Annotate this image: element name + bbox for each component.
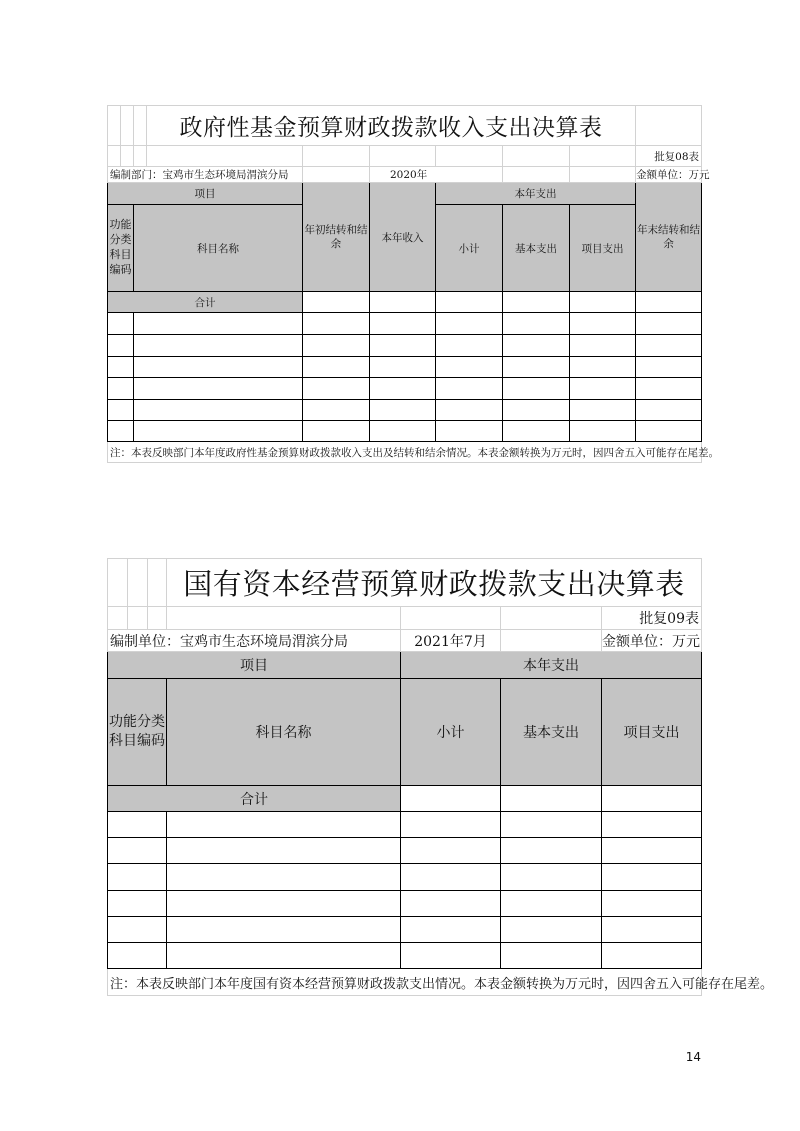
table2-header-basic: 基本支出 — [501, 679, 602, 786]
table-row — [108, 812, 702, 838]
table2-header-func-code: 功能分类科目编码 — [108, 679, 167, 786]
table2 — [107, 558, 774, 996]
table2-sheet — [107, 558, 774, 996]
table-row — [108, 400, 702, 421]
table1-header-current-expense: 本年支出 — [436, 183, 636, 205]
table-row — [108, 421, 702, 442]
table1-note: 注：本表反映部门本年度政府性基金预算财政拨款收入支出及结转和结余情况。本表金额转换为万元时，因四舍五入可能存在尾差。 — [108, 442, 702, 463]
table2-code: 批复09表 — [602, 607, 702, 630]
table1-header-func-code: 功能分类科目编码 — [108, 205, 134, 292]
table2-header-project: 项目支出 — [602, 679, 702, 786]
table-row — [108, 838, 702, 864]
table1-header-subject: 科目名称 — [134, 205, 303, 292]
page-number: 14 — [685, 1050, 701, 1064]
table-row — [108, 864, 702, 891]
table1-header-basic: 基本支出 — [503, 205, 570, 292]
table1-code: 批复08表 — [636, 146, 702, 167]
table1-amount-unit: 金额单位：万元 — [636, 167, 702, 183]
table1-total-label: 合计 — [108, 292, 303, 313]
table2-title: 国有资本经营预算财政拨款支出决算表 — [167, 559, 702, 607]
table2-header-current-expense: 本年支出 — [401, 652, 702, 679]
table1-header-begin-balance: 年初结转和结余 — [303, 183, 370, 292]
table1-header-end-balance: 年末结转和结余 — [636, 183, 702, 292]
table2-header-subject: 科目名称 — [167, 679, 401, 786]
table1-title: 政府性基金预算财政拨款收入支出决算表 — [147, 106, 636, 146]
table-row — [108, 357, 702, 378]
table1-sheet — [107, 105, 719, 463]
table-row — [108, 891, 702, 917]
table2-note: 注：本表反映部门本年度国有资本经营预算财政拨款支出情况。本表金额转换为万元时，因四舍五入可能存在尾差。 — [108, 969, 702, 996]
table-row — [108, 335, 702, 357]
table1 — [107, 105, 719, 463]
table2-year: 2021年7月 — [401, 630, 501, 652]
table1-year: 2020年 — [370, 167, 503, 183]
table2-total-label: 合计 — [108, 786, 401, 812]
table1-header-project: 项目支出 — [570, 205, 636, 292]
table2-amount-unit: 金额单位：万元 — [602, 630, 702, 652]
table-row — [108, 378, 702, 400]
table1-header-income: 本年收入 — [370, 183, 436, 292]
table1-unit-label: 编制部门：宝鸡市生态环境局渭滨分局 — [108, 167, 303, 183]
table1-header-subtotal: 小计 — [436, 205, 503, 292]
table-row — [108, 943, 702, 969]
table-row — [108, 313, 702, 335]
table-row — [108, 917, 702, 943]
table2-unit-label: 编制单位：宝鸡市生态环境局渭滨分局 — [108, 630, 401, 652]
table1-header-item: 项目 — [108, 183, 303, 205]
table2-header-subtotal: 小计 — [401, 679, 501, 786]
table2-header-item: 项目 — [108, 652, 401, 679]
